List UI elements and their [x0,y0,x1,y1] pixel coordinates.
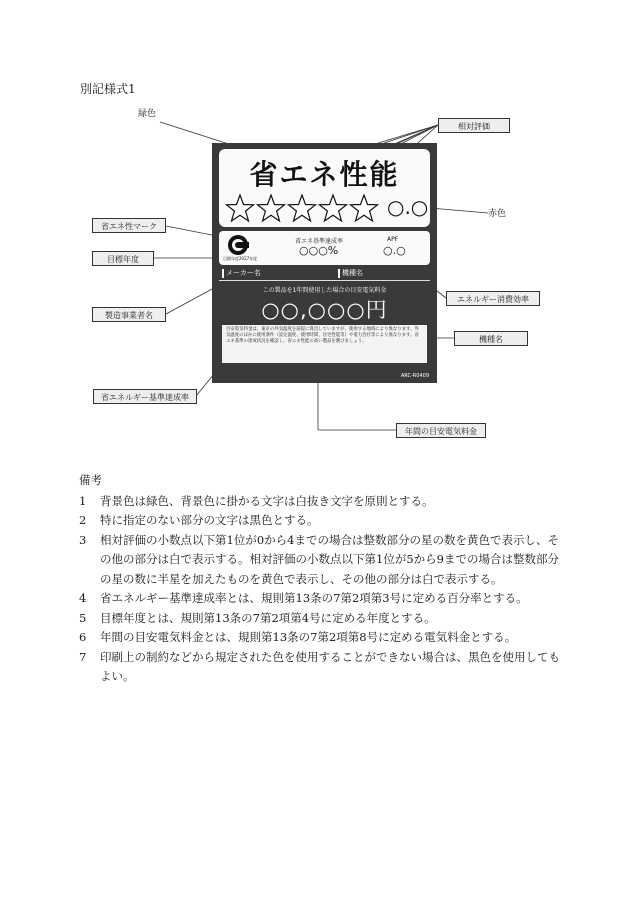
remark-number: 6 [79,630,87,644]
maker-label: メーカー名 [222,269,261,278]
achievement-box [219,231,430,265]
remark-item [79,589,569,609]
remark-text: 背景色は緑色、背景色に掛かる文字は白抜き文字を原則とする。 [100,493,434,508]
apf-value: ○.○ [383,244,406,257]
page-title: 別記様式1 [80,82,136,96]
star-icon [258,195,285,221]
achievement-value: ○○○% [299,244,339,257]
rating-box [219,149,430,227]
remark-text: 年間の目安電気料金とは、規則第13条の7第2項第8号に定める電気料金とする。 [100,630,517,644]
star-icon [320,195,347,221]
notes-box: 目安電気料金は、東京の外気温度を前提に算出していますが、使用する地域により異なります。外気温度のほかに使用条件（設定温度、使用時間、住宅性能等）や電力会社等により異なります。省エネ基準の達成状況を確認し、省エネ性能の高い製品を選びましょう。 [222,325,427,363]
star-rating [225,194,385,224]
leader-red [430,208,488,213]
callout-relative-rating: 相対評価 [438,118,510,133]
remark-number: 5 [79,610,87,625]
remark-item [79,531,569,590]
remark-text: 相対評価の小数点以下第1位が0から4までの場合は整数部分の星の数を黄色で表示し、その他の部分は白で表示する。相対評価の小数点以下第1位が5から9までの場合は整数部分の星の数に半星を加えたものを黄色で表示し、その他の部分は白で表示する。 [100,532,559,586]
apf-heading: APF [387,236,399,243]
remark-number: 7 [79,649,87,664]
callout-green: 緑色 [138,109,157,119]
remarks-title: 備考 [79,473,102,487]
model-label: 機種名 [338,269,363,278]
remark-text: 目標年度とは、規則第13条の7第2項第4号に定める年度とする。 [100,610,436,625]
remark-number: 3 [79,532,87,547]
callout-achievement-rate: 省エネルギー基準達成率 [93,389,197,404]
remark-item [79,492,569,512]
target-year-caption: 目標年度2027年度 [223,256,258,261]
achievement-heading: 省エネ基準達成率 [295,238,344,245]
energy-label-panel [212,143,437,383]
remark-text: 印刷上の制約などから規定された色を使用することができない場合は、黒色を使用してもよい。 [100,649,560,683]
remark-text: 特に指定のない部分の文字は黒色とする。 [100,513,319,527]
label-title: 省エネ性能 [249,158,400,191]
electricity-value: ○○,○○○円 [261,298,388,322]
callout-annual-electricity: 年間の目安電気料金 [396,423,486,438]
callout-target-year: 目標年度 [92,251,154,266]
rating-value: ○.○ [387,195,429,219]
callout-energy-efficiency: エネルギー消費効率 [446,291,540,306]
callout-manufacturer: 製造事業者名 [92,307,166,322]
callout-energy-mark: 省エネ性マーク [92,218,166,233]
remark-item [79,511,569,531]
electricity-caption: この製品を1年間使用した場合の目安電気料金 [262,287,387,294]
remark-number: 1 [79,493,87,508]
remark-item [79,648,569,687]
star-icon [227,195,254,221]
star-icon [351,195,378,221]
star-icon [289,195,316,221]
remark-number: 2 [79,513,87,527]
model-code: ARC-R0409 [400,373,429,379]
remark-item [79,628,569,648]
remarks-section [79,471,569,687]
remark-text: 省エネルギー基準達成率とは、規則第13条の7第2項第3号に定める百分率とする。 [100,591,528,605]
callout-red: 赤色 [488,209,507,219]
divider [219,280,430,281]
remark-number: 4 [79,591,87,605]
energy-saving-mark-icon [225,234,251,256]
callout-model-name: 機種名 [454,331,528,346]
remark-item [79,609,569,629]
